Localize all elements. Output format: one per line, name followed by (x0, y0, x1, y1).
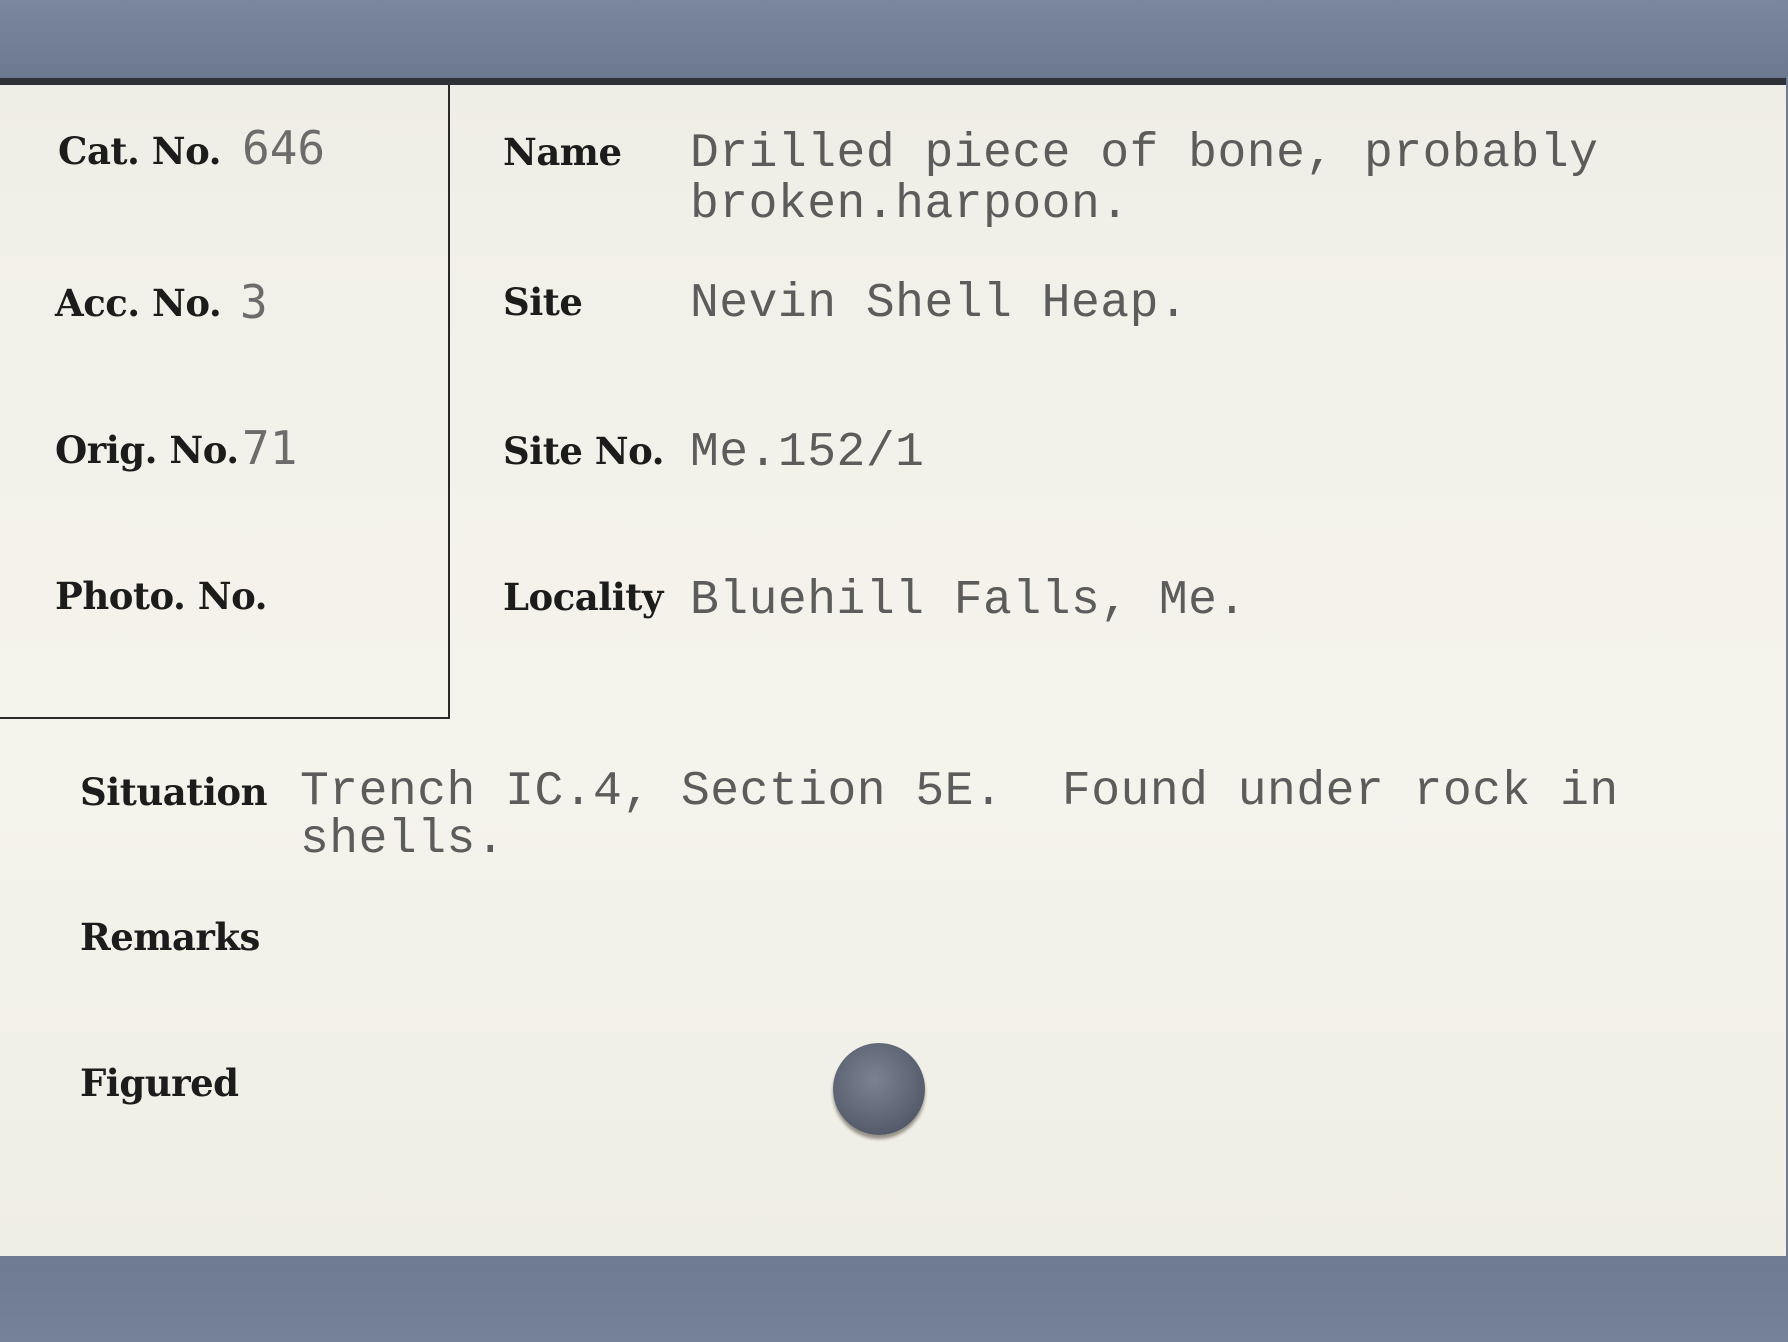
situation-value-line2: shells. (300, 813, 506, 867)
orig-no-label: Orig. No. (55, 428, 239, 472)
site-no-label: Site No. (503, 429, 665, 473)
name-value-line2: broken.harpoon. (690, 178, 1130, 232)
scan-background-top (0, 0, 1788, 80)
name-label: Name (503, 130, 622, 174)
acc-no-label: Acc. No. (55, 281, 222, 325)
site-no-value: Me.152/1 (690, 426, 925, 480)
scan-background-bottom (0, 1252, 1788, 1342)
site-label: Site (503, 280, 583, 324)
site-value: Nevin Shell Heap. (690, 277, 1189, 331)
orig-no-value: 71 (242, 421, 298, 475)
cat-no-label: Cat. No. (58, 129, 222, 173)
situation-value-line1: Trench IC.4, Section 5E. Found under rock in (300, 765, 1619, 819)
locality-value: Bluehill Falls, Me. (690, 574, 1247, 628)
cat-no-value: 646 (242, 121, 326, 175)
numbers-box (0, 85, 450, 719)
name-value-line1: Drilled piece of bone, probably (690, 127, 1599, 181)
acc-no-value: 3 (240, 275, 268, 329)
photo-no-label: Photo. No. (55, 574, 268, 618)
situation-label: Situation (80, 770, 267, 814)
remarks-label: Remarks (80, 915, 260, 959)
figured-label: Figured (80, 1061, 239, 1105)
punch-hole (833, 1043, 925, 1135)
locality-label: Locality (503, 575, 663, 619)
